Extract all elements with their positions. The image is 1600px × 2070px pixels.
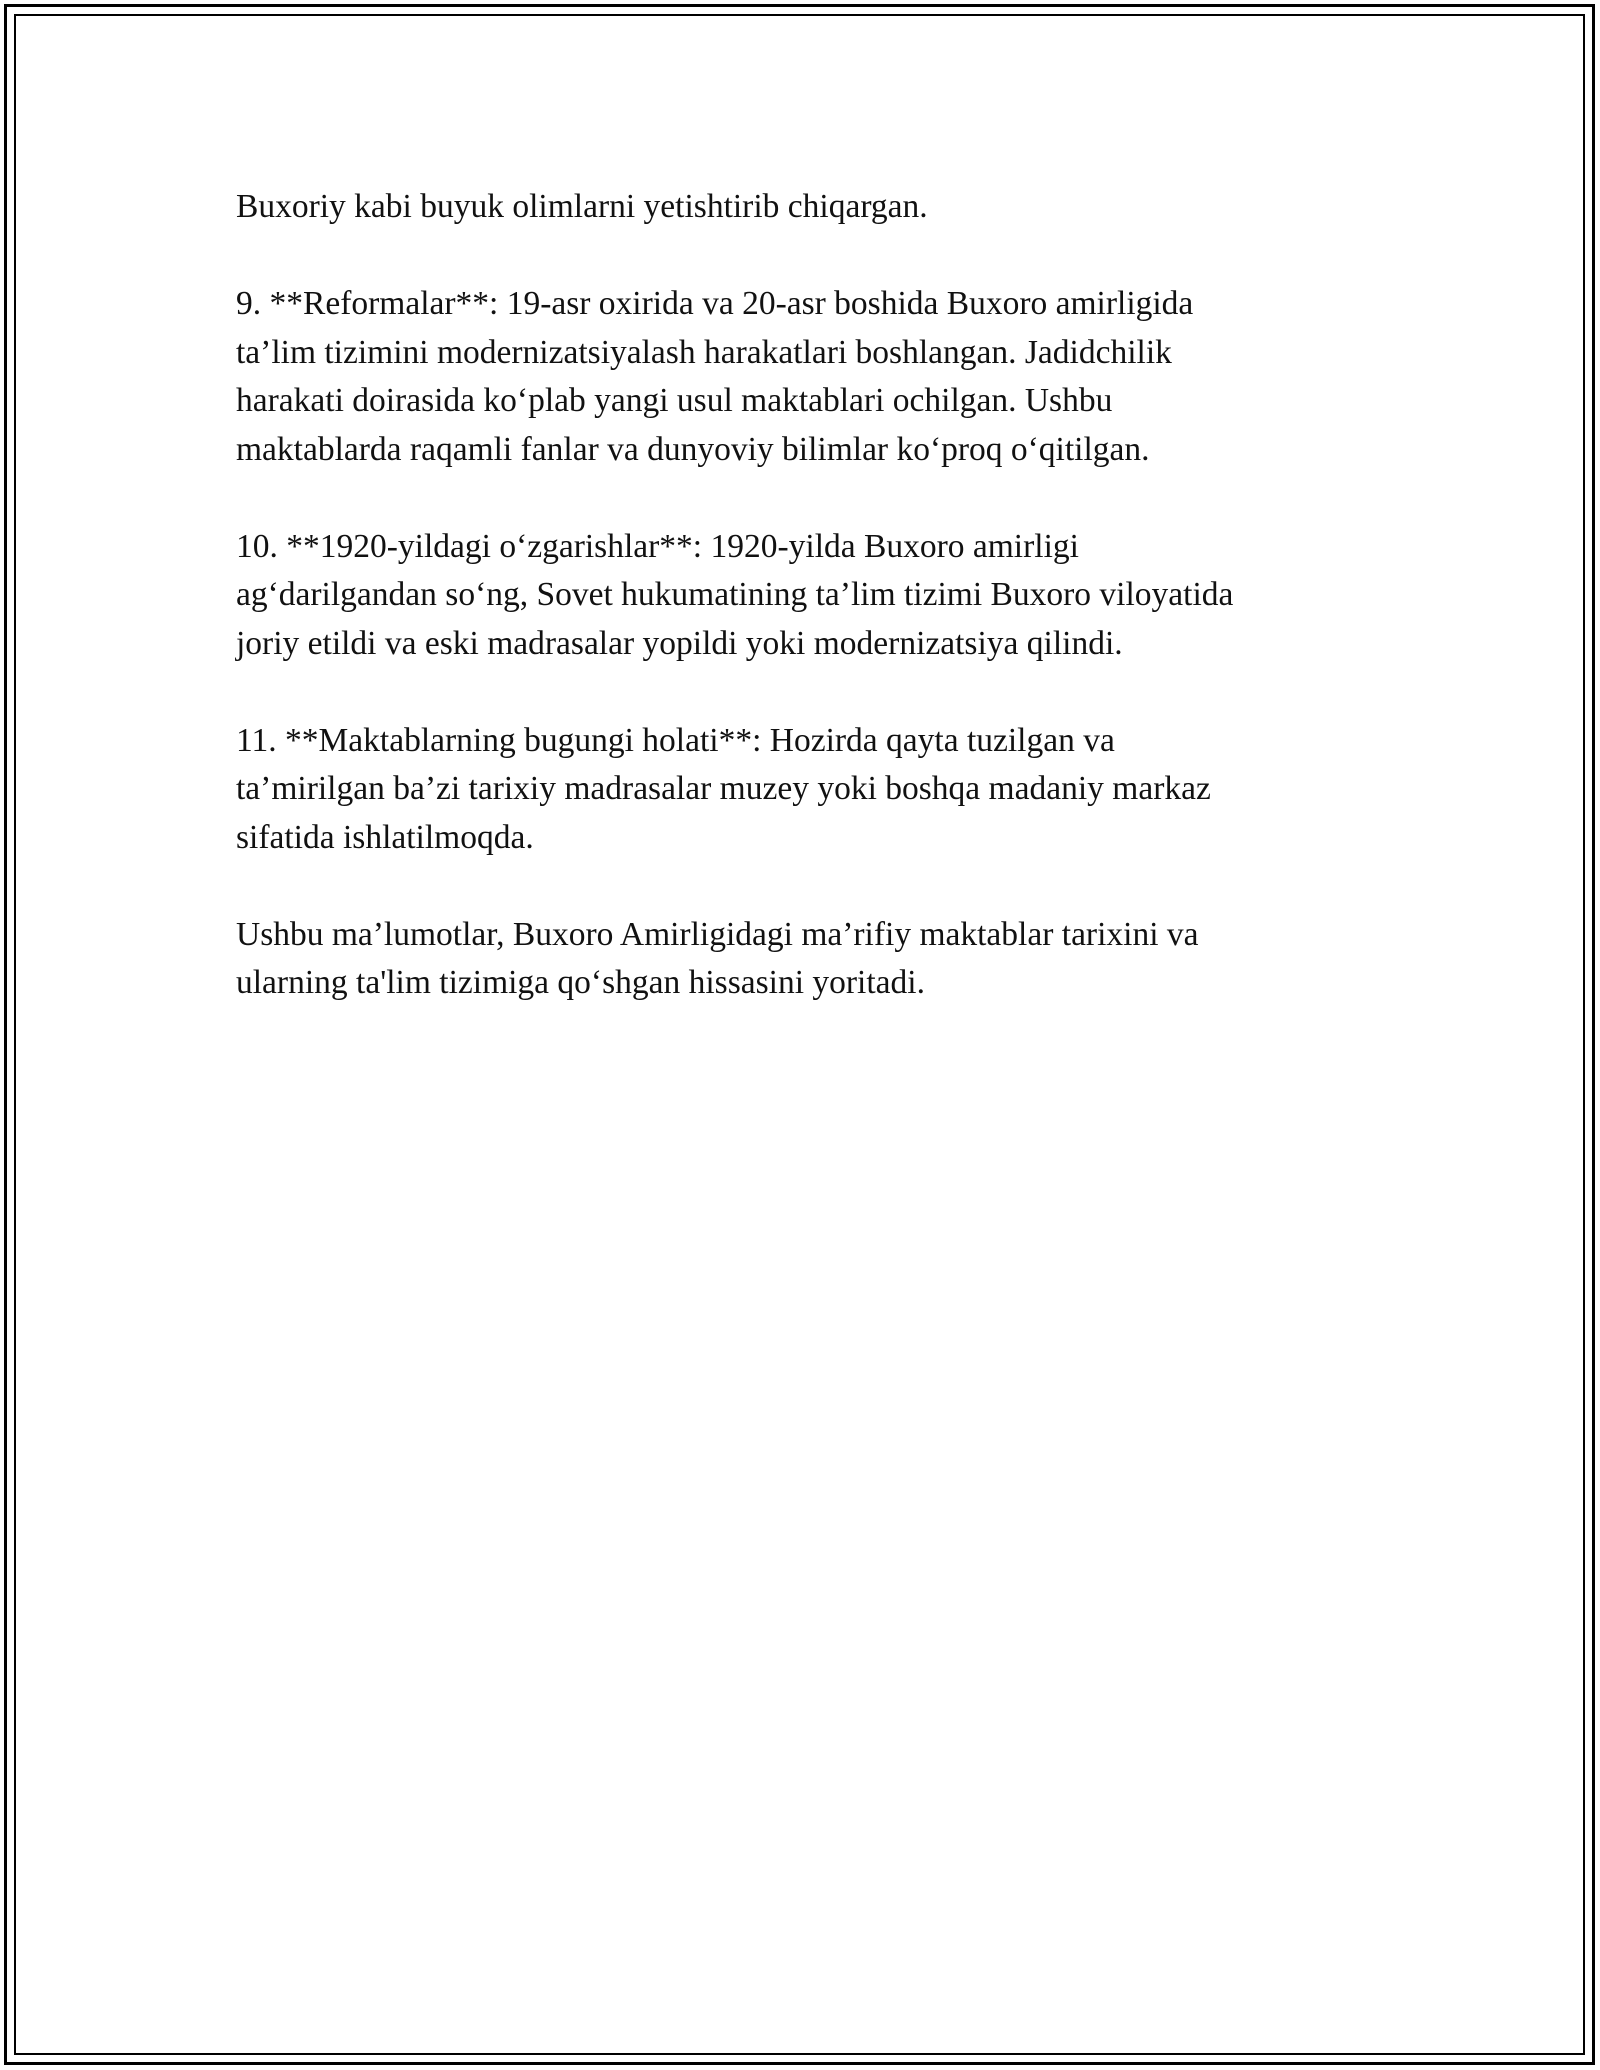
- text-line: joriy etildi va eski madrasalar yopildi yoki modernizatsiya qilindi.: [236, 624, 1123, 662]
- paragraph-item-9-reformalar: [236, 280, 1366, 474]
- paragraph-item-10-ozgarishlar: [236, 523, 1366, 669]
- text-line: agʻdarilgandan soʻng, Sovet hukumatining ta’lim tizimi Buxoro viloyatida: [236, 576, 1234, 613]
- text-line: 9. **Reformalar**: 19-asr oxirida va 20-asr boshida Buxoro amirligida: [236, 285, 1194, 322]
- text-line: harakati doirasida koʻplab yangi usul maktablari ochilgan. Ushbu: [236, 382, 1113, 419]
- text-line: ularning ta'lim tizimiga qoʻshgan hissasini yoritadi.: [236, 964, 925, 1001]
- text-line: ta’lim tizimini modernizatsiyalash harakatlari boshlangan. Jadidchilik: [236, 333, 1172, 371]
- paragraph-conclusion: [236, 911, 1366, 1008]
- text-line: Buxoriy kabi buyuk olimlarni yetishtirib chiqargan.: [236, 188, 928, 225]
- paragraph-continuation: [236, 183, 1366, 232]
- document-body: [236, 183, 1366, 1056]
- text-line: 11. **Maktablarning bugungi holati**: Hozirda qayta tuzilgan va: [236, 721, 1115, 759]
- text-line: ta’mirilgan ba’zi tarixiy madrasalar muzey yoki boshqa madaniy markaz: [236, 770, 1211, 807]
- text-line: sifatida ishlatilmoqda.: [236, 818, 534, 856]
- text-line: Ushbu ma’lumotlar, Buxoro Amirligidagi ma’rifiy maktablar tarixini va: [236, 915, 1199, 953]
- paragraph-item-11-bugungi-holati: [236, 717, 1366, 863]
- text-line: 10. **1920-yildagi oʻzgarishlar**: 1920-yilda Buxoro amirligi: [236, 527, 1079, 565]
- text-line: maktablarda raqamli fanlar va dunyoviy bilimlar koʻproq oʻqitilgan.: [236, 430, 1150, 468]
